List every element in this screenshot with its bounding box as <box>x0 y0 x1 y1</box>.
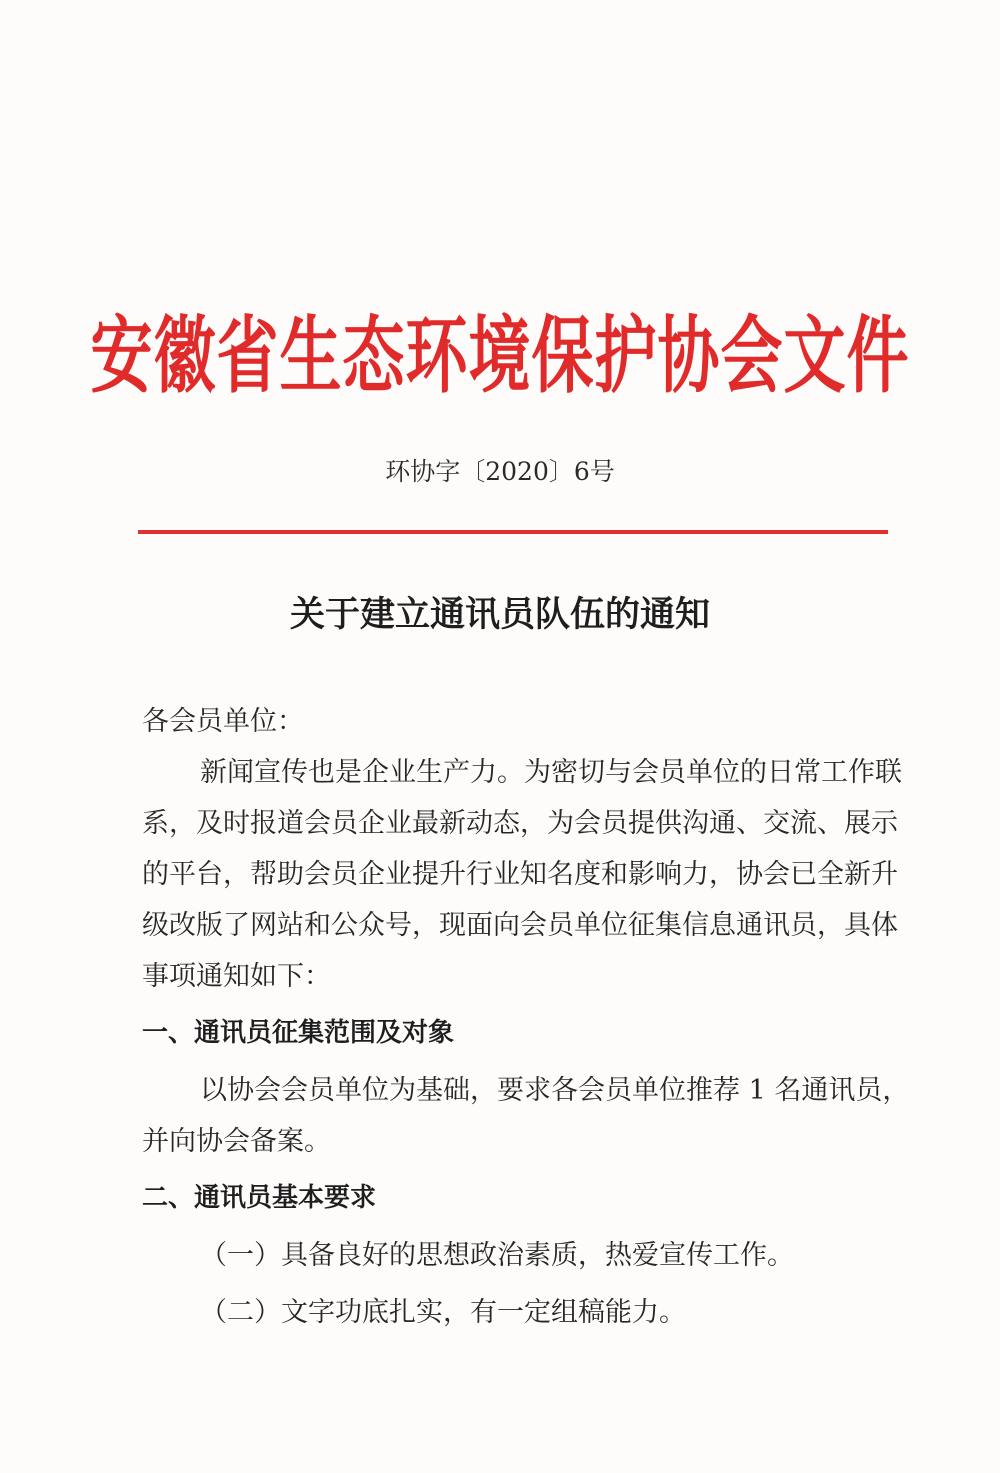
intro-line: 新闻宣传也是企业生产力。为密切与会员单位的日常工作联 <box>200 757 902 788</box>
requirement-item: （二）文字功底扎实，有一定组稿能力。 <box>200 1297 686 1328</box>
salutation: 各会员单位： <box>142 706 304 737</box>
red-divider-rule <box>138 530 888 534</box>
section-heading-scope: 一、通讯员征集范围及对象 <box>142 1018 455 1048</box>
intro-line: 系，及时报道会员企业最新动态，为会员提供沟通、交流、展示 <box>142 808 898 839</box>
document-number: 环协字〔2020〕6号 <box>385 457 615 486</box>
section-heading-requirements: 二、通讯员基本要求 <box>142 1183 377 1213</box>
notice-title: 关于建立通讯员队伍的通知 <box>289 595 710 635</box>
document-body <box>142 696 910 1338</box>
intro-line: 级改版了网站和公众号，现面向会员单位征集信息通讯员，具体 <box>142 910 898 941</box>
intro-line: 的平台，帮助会员企业提升行业知名度和影响力，协会已全新升 <box>142 859 898 890</box>
section-text-line: 以协会会员单位为基础，要求各会员单位推荐 1 名通讯员， <box>200 1075 910 1106</box>
issuer-header-title: 安徽省生态环境保护协会文件 <box>90 306 910 405</box>
section-text-line: 并向协会备案。 <box>142 1126 331 1157</box>
intro-line: 事项通知如下： <box>142 961 331 992</box>
requirement-item: （一）具备良好的思想政治素质，热爱宣传工作。 <box>200 1240 794 1271</box>
